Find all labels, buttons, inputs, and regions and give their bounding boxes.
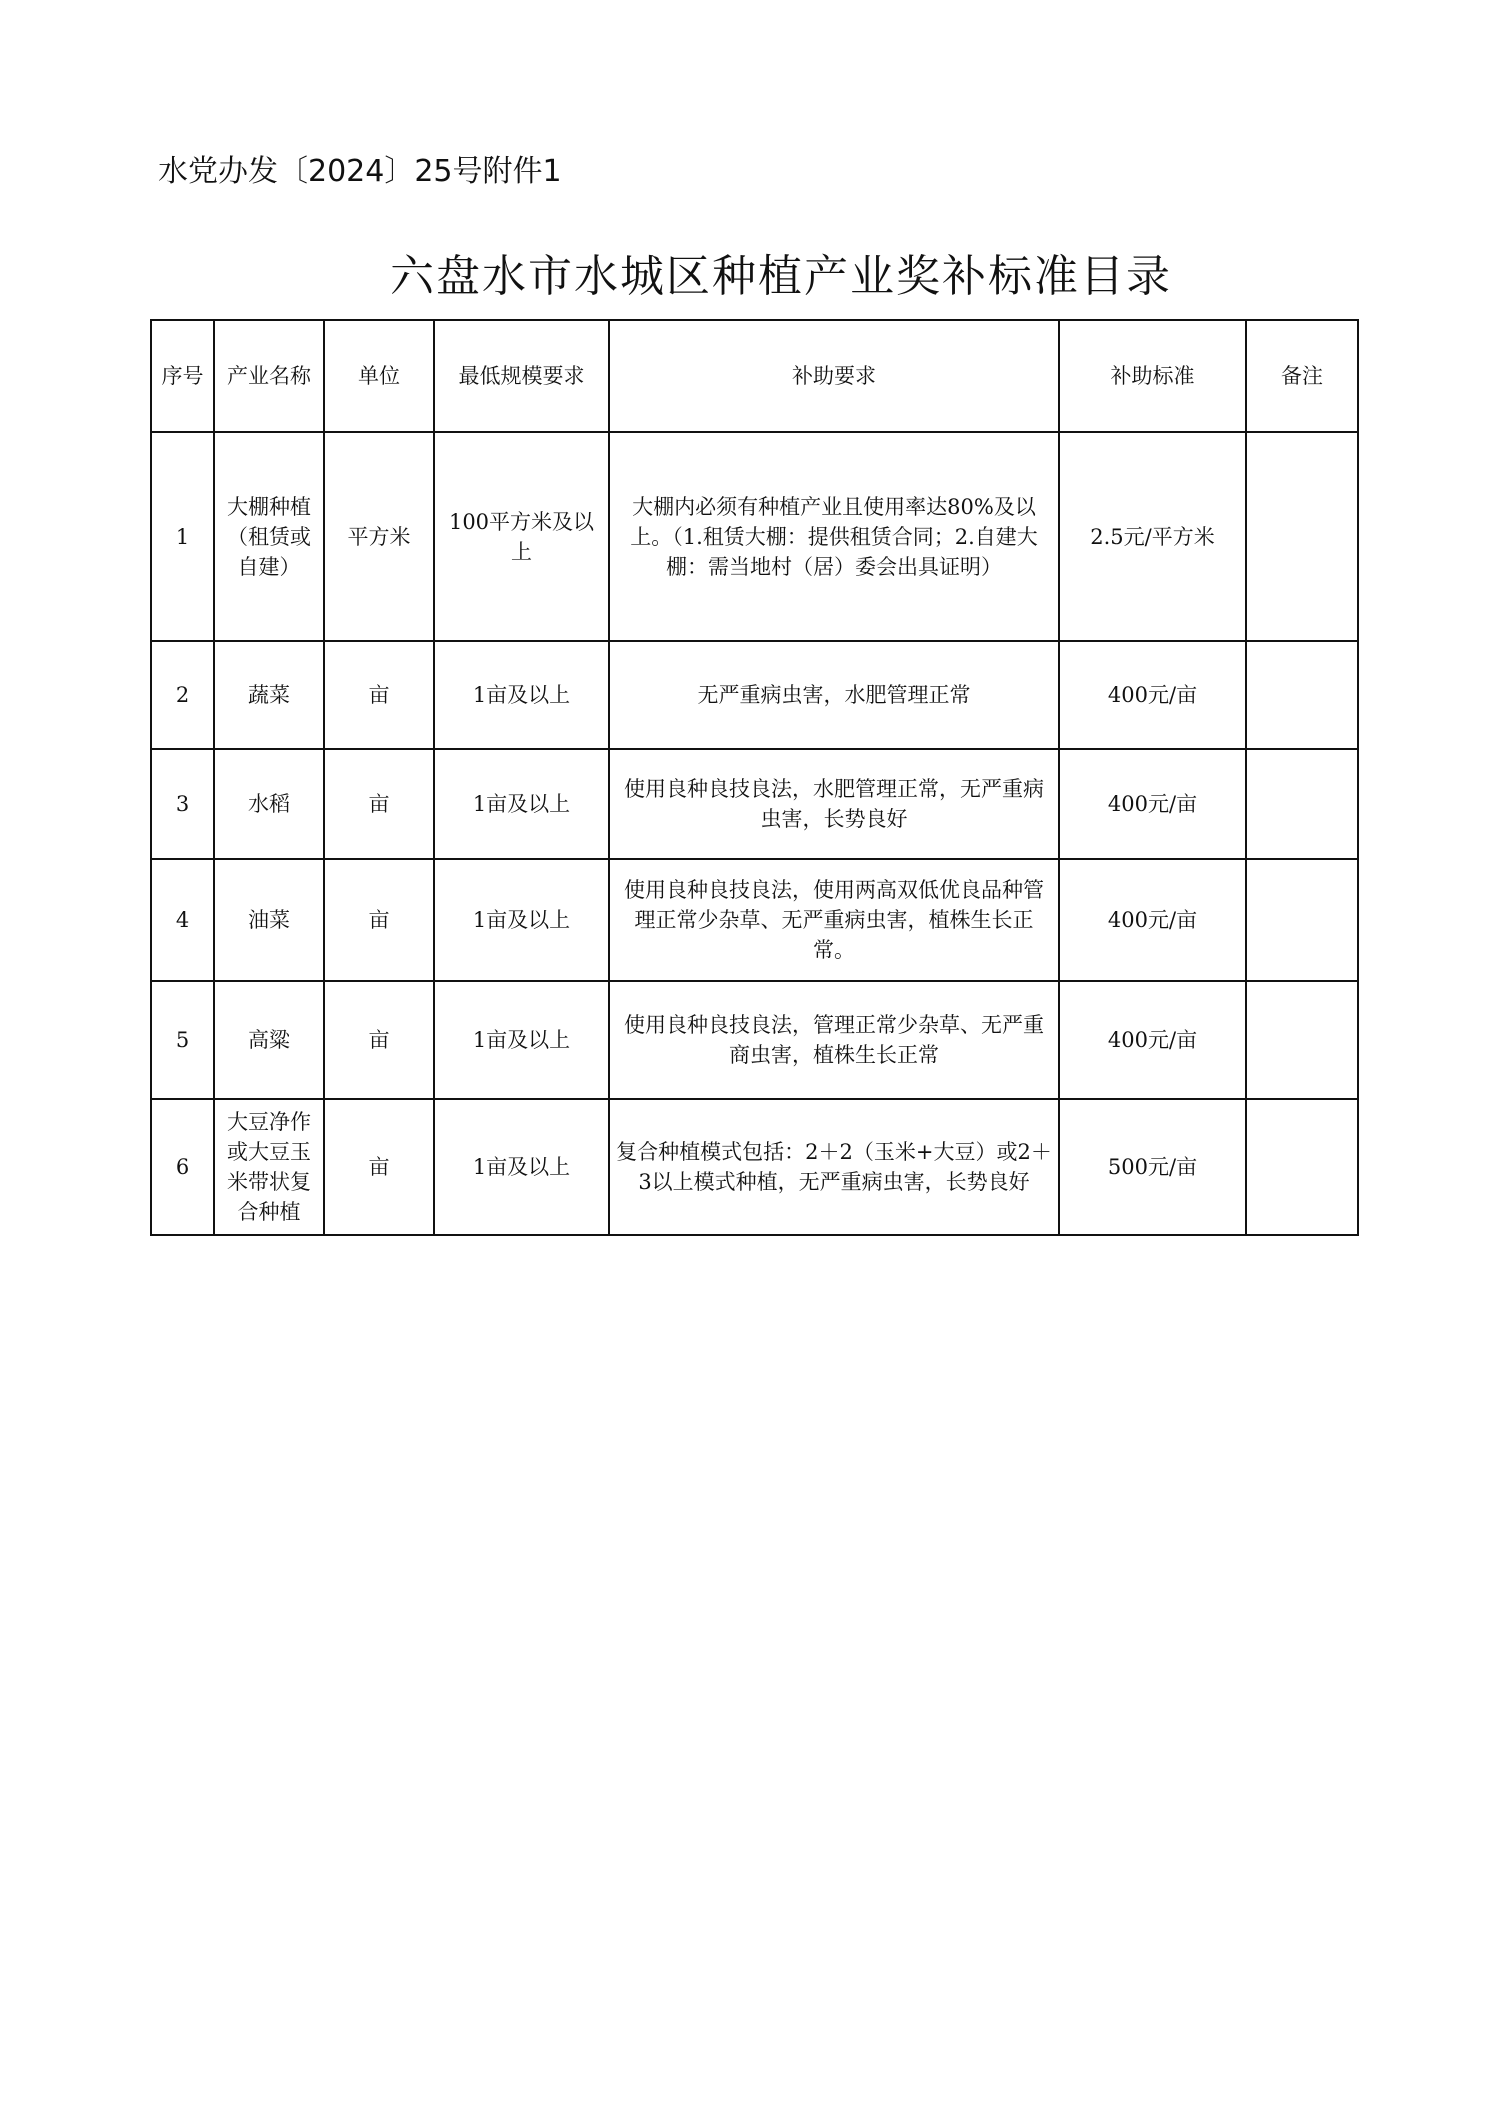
cell-industry-name: 水稻 [214, 749, 324, 859]
cell-unit: 亩 [324, 749, 434, 859]
cell-min-scale: 1亩及以上 [434, 641, 609, 749]
header-remark: 备注 [1246, 320, 1358, 432]
header-industry-name: 产业名称 [214, 320, 324, 432]
cell-min-scale: 1亩及以上 [434, 1099, 609, 1235]
cell-standard: 500元/亩 [1059, 1099, 1246, 1235]
cell-unit: 平方米 [324, 432, 434, 641]
cell-unit: 亩 [324, 641, 434, 749]
cell-requirement: 使用良种良技良法，水肥管理正常，无严重病虫害，长势良好 [609, 749, 1059, 859]
document-title: 六盘水市水城区种植产业奖补标准目录 [390, 251, 1172, 302]
cell-requirement: 复合种植模式包括：2＋2（玉米+大豆）或2＋3以上模式种植，无严重病虫害，长势良好 [609, 1099, 1059, 1235]
cell-standard: 400元/亩 [1059, 641, 1246, 749]
cell-industry-name: 蔬菜 [214, 641, 324, 749]
cell-min-scale: 1亩及以上 [434, 859, 609, 981]
cell-index: 3 [151, 749, 214, 859]
cell-remark [1246, 432, 1358, 641]
header-standard: 补助标准 [1059, 320, 1246, 432]
cell-unit: 亩 [324, 859, 434, 981]
header-min-scale: 最低规模要求 [434, 320, 609, 432]
cell-remark [1246, 1099, 1358, 1235]
table-row [151, 859, 1358, 981]
cell-min-scale: 1亩及以上 [434, 981, 609, 1099]
header-index: 序号 [151, 320, 214, 432]
cell-industry-name: 大豆净作或大豆玉米带状复合种植 [214, 1099, 324, 1235]
cell-industry-name: 高粱 [214, 981, 324, 1099]
table-row [151, 749, 1358, 859]
cell-unit: 亩 [324, 1099, 434, 1235]
table-row [151, 1099, 1358, 1235]
cell-min-scale: 1亩及以上 [434, 749, 609, 859]
cell-standard: 400元/亩 [1059, 749, 1246, 859]
cell-industry-name: 油菜 [214, 859, 324, 981]
cell-min-scale: 100平方米及以上 [434, 432, 609, 641]
table-row [151, 981, 1358, 1099]
cell-standard: 2.5元/平方米 [1059, 432, 1246, 641]
cell-index: 6 [151, 1099, 214, 1235]
cell-requirement: 无严重病虫害，水肥管理正常 [609, 641, 1059, 749]
cell-index: 5 [151, 981, 214, 1099]
cell-industry-name: 大棚种植（租赁或自建） [214, 432, 324, 641]
header-unit: 单位 [324, 320, 434, 432]
cell-unit: 亩 [324, 981, 434, 1099]
cell-index: 4 [151, 859, 214, 981]
table-row [151, 432, 1358, 641]
cell-requirement: 大棚内必须有种植产业且使用率达80%及以上。（1.租赁大棚：提供租赁合同；2.自建大棚：需当地村（居）委会出具证明） [609, 432, 1059, 641]
cell-remark [1246, 749, 1358, 859]
table-header-row [151, 320, 1358, 432]
cell-remark [1246, 981, 1358, 1099]
document-reference-number: 水党办发〔2024〕25号附件1 [158, 154, 562, 189]
header-requirement: 补助要求 [609, 320, 1059, 432]
table-row [151, 641, 1358, 749]
cell-remark [1246, 641, 1358, 749]
cell-requirement: 使用良种良技良法，使用两高双低优良品种管理正常少杂草、无严重病虫害，植株生长正常。 [609, 859, 1059, 981]
cell-requirement: 使用良种良技良法，管理正常少杂草、无严重商虫害，植株生长正常 [609, 981, 1059, 1099]
cell-index: 1 [151, 432, 214, 641]
cell-index: 2 [151, 641, 214, 749]
cell-remark [1246, 859, 1358, 981]
subsidy-standards-table [150, 319, 1359, 1236]
cell-standard: 400元/亩 [1059, 859, 1246, 981]
cell-standard: 400元/亩 [1059, 981, 1246, 1099]
